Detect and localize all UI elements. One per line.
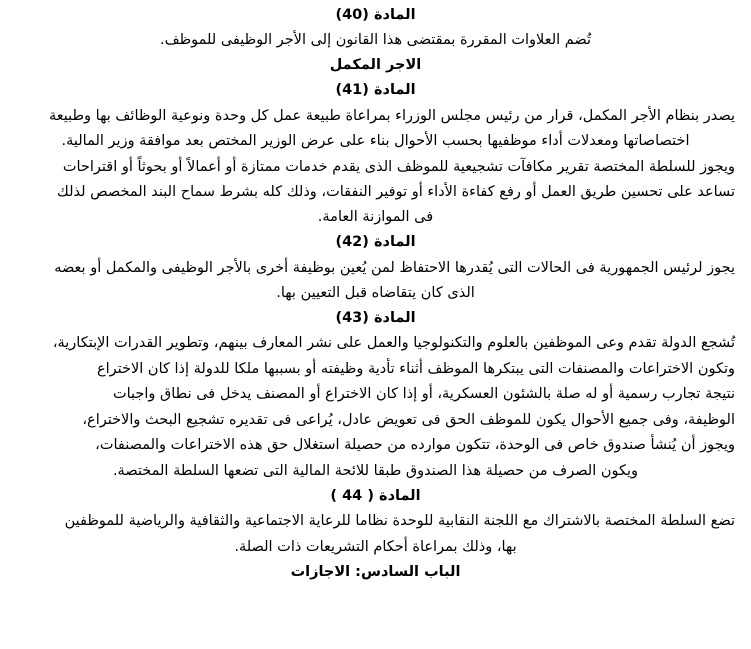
article-41-line-1: يصدر بنظام الأجر المكمل، قرار من رئيس مجلس الوزراء بمراعاة طبيعة عمل كل وحدة ونوعية الوظائف بها وطبيعة bbox=[48, 108, 735, 124]
article-42-heading: المادة (42) bbox=[335, 234, 416, 250]
article-41-line-2: اختصاصاتها ومعدلات أداء موظفيها بحسب الأحوال بناء على عرض الوزير المختص بعد موافقة وزير المالية. bbox=[61, 133, 690, 149]
article-44-heading: المادة ( 44 ) bbox=[330, 488, 421, 504]
article-43-heading: المادة (43) bbox=[335, 310, 416, 326]
article-40-text: تُضم العلاوات المقررة بمقتضى هذا القانون إلى الأجر الوظيفى للموظف. bbox=[159, 32, 592, 48]
article-43-line-4: الوظيفة، وفى جميع الأحوال يكون للموظف الحق فى تعويض عادل، يُراعى فى تقديره تشجيع البحث والاختراع، bbox=[82, 412, 735, 428]
article-44-line-1: تضع السلطة المختصة بالاشتراك مع اللجنة النقابية للوحدة نظاما للرعاية الاجتماعية والثقافية والرياضية للموظفين bbox=[64, 513, 735, 529]
article-43-line-5: ويجوز أن يُنشأ صندوق خاص فى الوحدة، تتكون موارده من حصيلة استغلال حق هذه الاختراعات والمصنفات، bbox=[95, 437, 735, 453]
chapter-six-heading: الباب السادس: الاجازات bbox=[290, 564, 461, 580]
article-43-line-1: تُشجع الدولة تقدم وعى الموظفين بالعلوم والتكنولوجيا والعمل على نشر المعارف بينهم، وتطوير القدرات الإبتكارية، bbox=[52, 335, 735, 351]
article-41-heading: المادة (41) bbox=[335, 82, 416, 98]
article-41-line-4: تساعد على تحسين طريق العمل أو رفع كفاءة الأداء أو توفير النفقات، وذلك كله بشرط سماح البند المخصص لذلك bbox=[56, 184, 735, 200]
article-43-line-2: وتكون الاختراعات والمصنفات التى يبتكرها الموظف أثناء تأدية وظيفته أو بسببها ملكا للدولة إذا كان الاختراع bbox=[97, 361, 735, 377]
article-43-line-3: نتيجة تجارب رسمية أو له صلة بالشئون العسكرية، أو إذا كان الاختراع أو المصنف يدخل فى نطاق واجبات bbox=[112, 386, 735, 402]
article-44-line-2: بها، وذلك بمراعاة أحكام التشريعات ذات الصلة. bbox=[234, 539, 517, 555]
section-heading-supplementary-wage: الاجر المكمل bbox=[329, 57, 422, 73]
article-43-line-6: ويكون الصرف من حصيلة هذا الصندوق طبقا للائحة المالية التى تضعها السلطة المختصة. bbox=[112, 463, 639, 479]
article-41-line-5: فى الموازنة العامة. bbox=[317, 209, 434, 225]
article-40-heading: المادة (40) bbox=[335, 7, 416, 23]
article-42-line-2: الذى كان يتقاضاه قبل التعيين بها. bbox=[276, 285, 475, 301]
article-42-line-1: يجوز لرئيس الجمهورية فى الحالات التى يُقدرها الاحتفاظ لمن يُعين بوظيفة أخرى بالأجر الوظيفى والمكمل أو بعضه bbox=[54, 260, 735, 276]
article-41-line-3: ويجوز للسلطة المختصة تقرير مكافآت تشجيعية للموظف الذى يقدم خدمات ممتازة أو أعمالاً أو بحوثاً أو اقتراحات bbox=[62, 159, 735, 175]
